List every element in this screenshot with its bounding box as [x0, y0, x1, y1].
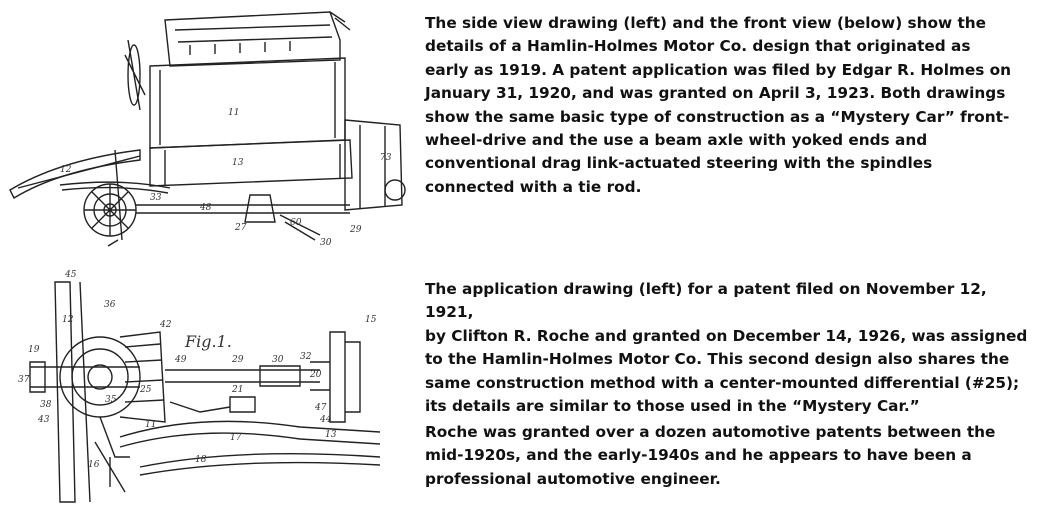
- text-line: The application drawing (left) for a patent filed on November 12, 1921,: [425, 280, 987, 322]
- fig-bottom-label: 42: [160, 320, 172, 330]
- fig-bottom-label: 36: [104, 300, 116, 310]
- text-line: its details are similar to those used in the “Mystery Car.”: [425, 397, 920, 416]
- fig-bottom-label: 21: [232, 385, 244, 395]
- fig1-title: Fig.1.: [185, 332, 232, 351]
- text-line: Roche was granted over a dozen automotive patents between the: [425, 423, 996, 441]
- fig-top-label: 73: [380, 153, 392, 163]
- text-line: connected with a tie rod.: [425, 177, 642, 196]
- fig-top-label: 12: [60, 165, 72, 175]
- text-line: mid-1920s, and the early-1940s and he appears to have been a: [425, 446, 972, 465]
- text-line: conventional drag link-actuated steering with the spindles: [425, 154, 933, 173]
- text-line: The side view drawing (left) and the front view (below) show the: [425, 14, 987, 32]
- text-line: same construction method with a center-mounted differential (#25);: [425, 373, 1020, 392]
- front-view-patent-drawing: [0, 262, 418, 505]
- front-view-drawing-svg: [0, 262, 418, 505]
- text-line: wheel-drive and the use a beam axle with yoked ends and: [425, 131, 928, 150]
- fig-bottom-label: 25: [140, 385, 152, 395]
- fig-bottom-label: 45: [65, 270, 77, 280]
- fig-bottom-label: 19: [28, 345, 40, 355]
- fig-bottom-label: 38: [40, 400, 52, 410]
- fig-bottom-label: 20: [310, 370, 322, 380]
- fig-bottom-label: 13: [325, 430, 337, 440]
- fig-bottom-label: 44: [320, 415, 332, 425]
- fig-top-label: 27: [235, 223, 247, 233]
- fig-bottom-label: 18: [195, 455, 207, 465]
- side-view-drawing-svg: [0, 0, 418, 250]
- paragraph-roche-application: [425, 278, 1037, 418]
- text-line: early as 1919. A patent application was filed by Edgar R. Holmes on: [425, 60, 1012, 79]
- text-line: to the Hamlin-Holmes Motor Co. This second design also shares the: [425, 350, 1010, 369]
- text-line: by Clifton R. Roche and granted on December 14, 1926, was assigned: [425, 326, 1028, 345]
- paragraph-side-view-description: [425, 12, 1037, 199]
- fig-bottom-label: 49: [175, 355, 187, 365]
- fig-top-label: 11: [228, 108, 240, 118]
- fig-bottom-label: 15: [365, 315, 377, 325]
- fig-bottom-label: 32: [300, 352, 312, 362]
- fig-bottom-label: 11: [145, 420, 157, 430]
- fig-bottom-label: 29: [232, 355, 244, 365]
- text-line: professional automotive engineer.: [425, 469, 721, 488]
- fig-top-label: 30: [320, 238, 332, 248]
- fig-bottom-label: 12: [62, 315, 74, 325]
- fig-top-label: 33: [150, 193, 162, 203]
- fig-bottom-label: 16: [88, 460, 100, 470]
- fig-bottom-label: 17: [230, 433, 242, 443]
- fig-bottom-label: 47: [315, 403, 327, 413]
- paragraph-roche-patents: [425, 421, 1037, 491]
- fig-top-label: 29: [350, 225, 362, 235]
- side-view-patent-drawing: [0, 0, 418, 250]
- fig-bottom-label: 43: [38, 415, 50, 425]
- fig-top-label: 13: [232, 158, 244, 168]
- fig-top-label: 48: [200, 203, 212, 213]
- fig-top-label: 60: [290, 218, 302, 228]
- fig-bottom-label: 37: [18, 375, 30, 385]
- text-line: show the same basic type of construction as a “Mystery Car” front-: [425, 107, 1010, 126]
- text-line: January 31, 1920, and was granted on April 3, 1923. Both drawings: [425, 84, 1006, 103]
- fig-bottom-label: 30: [272, 355, 284, 365]
- fig-bottom-label: 35: [105, 395, 117, 405]
- text-line: details of a Hamlin-Holmes Motor Co. design that originated as: [425, 37, 971, 56]
